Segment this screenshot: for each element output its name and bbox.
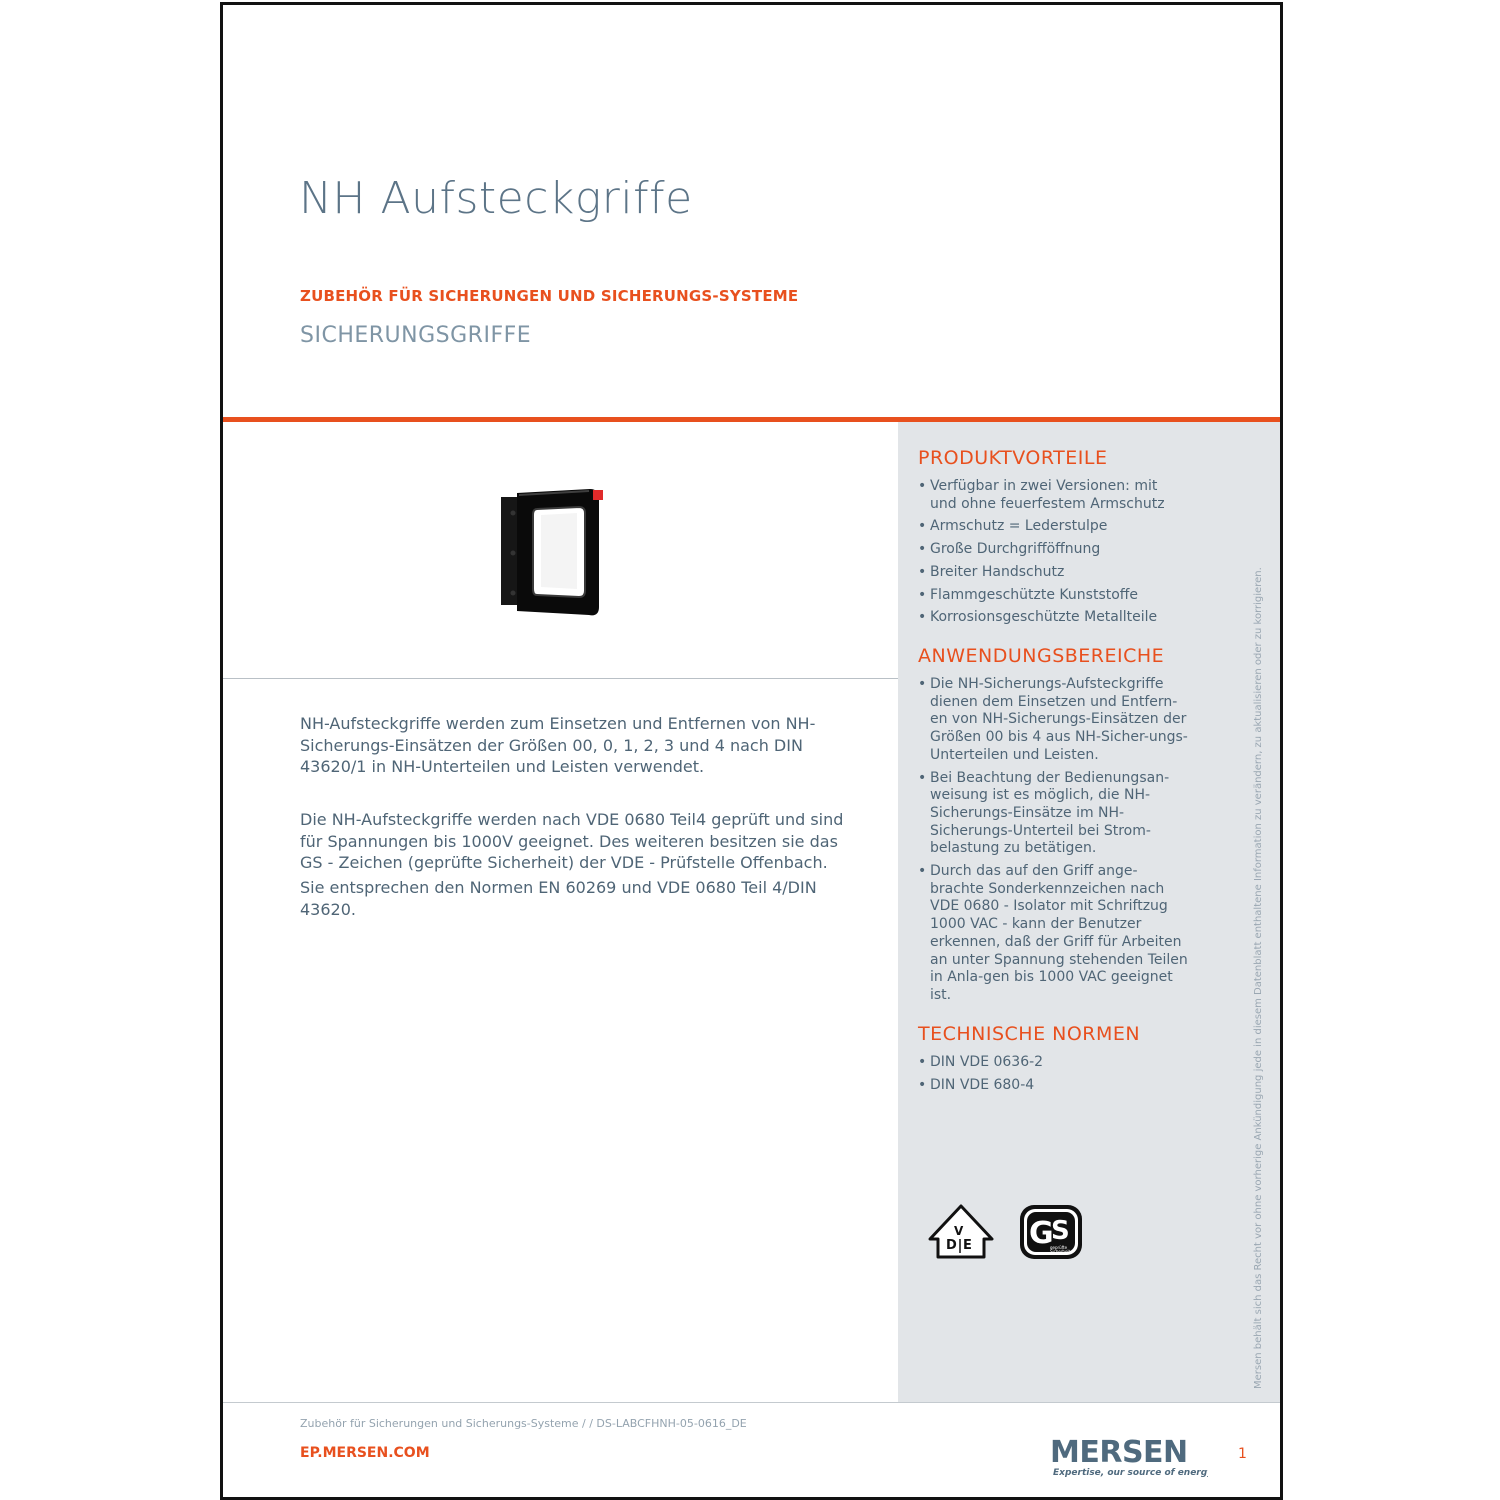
svg-text:D: D bbox=[946, 1238, 957, 1253]
list-item: • Flammgeschützte Kunststoffe bbox=[918, 587, 1188, 605]
list-item: • Armschutz = Lederstulpe bbox=[918, 518, 1188, 536]
vde-mark-icon bbox=[926, 1203, 996, 1265]
list-item: • Bei Beachtung der Bedienungsan-weisung ist es möglich, die NH-Sicherungs-Einsätze im NH-Sicherungs-Unterteil bei Strom-belastung zu betätigen. bbox=[918, 770, 1188, 859]
list-item: • Breiter Handschutz bbox=[918, 564, 1188, 582]
list-item: • DIN VDE 0636-2 bbox=[918, 1054, 1188, 1072]
section-heading-produktvorteile: PRODUKTVORTEILE bbox=[918, 447, 1108, 469]
footer-divider bbox=[223, 1402, 1280, 1403]
list-item: • Große Durchgrifföffnung bbox=[918, 541, 1188, 559]
image-divider bbox=[223, 678, 898, 679]
list-item: • Verfügbar in zwei Versionen: mit und ohne feuerfestem Armschutz bbox=[918, 478, 1188, 513]
svg-text:geprüfte: geprüfte bbox=[1050, 1245, 1068, 1250]
datasheet-page bbox=[220, 2, 1283, 1500]
list-item: • Korrosionsgeschützte Metallteile bbox=[918, 609, 1188, 627]
list-item: • DIN VDE 680-4 bbox=[918, 1077, 1188, 1095]
list-item: • Die NH-Sicherungs-Aufsteckgriffe dienen dem Einsetzen und Entfern-en von NH-Sicherungs-Einsätzen der Größen 00 bis 4 aus NH-Sicher-ungs-Unterteilen und Leisten. bbox=[918, 676, 1188, 765]
svg-text:G: G bbox=[1029, 1216, 1054, 1251]
svg-text:S: S bbox=[1051, 1216, 1070, 1246]
category-label: ZUBEHÖR FÜR SICHERUNGEN UND SICHERUNGS-SYSTEME bbox=[300, 287, 799, 305]
mersen-logo bbox=[1048, 1432, 1208, 1482]
svg-text:E: E bbox=[963, 1238, 972, 1253]
svg-text:V: V bbox=[954, 1224, 964, 1238]
disclaimer-text: Mersen behält sich das Recht vor ohne vorherige Ankündigung jede in diesem Datenblatt enthaltene Information zu verändern, zu aktualisieren oder zu korrigieren. bbox=[1253, 567, 1264, 1389]
testing-paragraph: Die NH-Aufsteckgriffe werden nach VDE 0680 Teil4 geprüft und sind für Spannungen bis 1000V geeignet. Des weiteren besitzen sie das GS - Zeichen (geprüfte Sicherheit) der VDE - Prüfstelle Offenbach. bbox=[300, 810, 844, 872]
technische-normen-list bbox=[918, 1054, 1188, 1099]
page-title: NH Aufsteckgriffe bbox=[299, 173, 693, 224]
subcategory-label: SICHERUNGSGRIFFE bbox=[300, 323, 532, 348]
section-heading-anwendungsbereiche: ANWENDUNGSBEREICHE bbox=[918, 645, 1165, 667]
list-item: • Durch das auf den Griff ange-brachte Sonderkennzeichen nach VDE 0680 - Isolator mit Schriftzug 1000 VAC - kann der Benutzer erkennen, daß der Griff für Arbeiten an unter Spannung stehenden Teilen in Anla-gen bis 1000 VAC geeignet ist. bbox=[918, 863, 1188, 1005]
anwendungsbereiche-list bbox=[918, 676, 1188, 1010]
page-number: 1 bbox=[1238, 1446, 1247, 1462]
fuse-handle-photo bbox=[495, 483, 615, 627]
svg-text:Expertise, our source of energ: Expertise, our source of energy bbox=[1053, 1468, 1208, 1478]
website-link[interactable]: EP.MERSEN.COM bbox=[300, 1445, 430, 1461]
produktvorteile-list bbox=[918, 478, 1188, 632]
svg-text:Sicherheit: Sicherheit bbox=[1050, 1249, 1071, 1254]
document-reference: Zubehör für Sicherungen und Sicherungs-Systeme / / DS-LABCFHNH-05-0616_DE bbox=[300, 1417, 747, 1430]
standards-paragraph: Sie entsprechen den Normen EN 60269 und VDE 0680 Teil 4/DIN 43620. bbox=[300, 878, 817, 919]
gs-mark-icon bbox=[1018, 1203, 1084, 1265]
svg-text:MERSEN: MERSEN bbox=[1050, 1435, 1188, 1470]
section-heading-technische-normen: TECHNISCHE NORMEN bbox=[918, 1023, 1141, 1045]
intro-paragraph: NH-Aufsteckgriffe werden zum Einsetzen und Entfernen von NH-Sicherungs-Einsätzen der Größen 00, 0, 1, 2, 3 und 4 nach DIN 43620/1 in NH-Unterteilen und Leisten verwendet. bbox=[300, 714, 816, 776]
